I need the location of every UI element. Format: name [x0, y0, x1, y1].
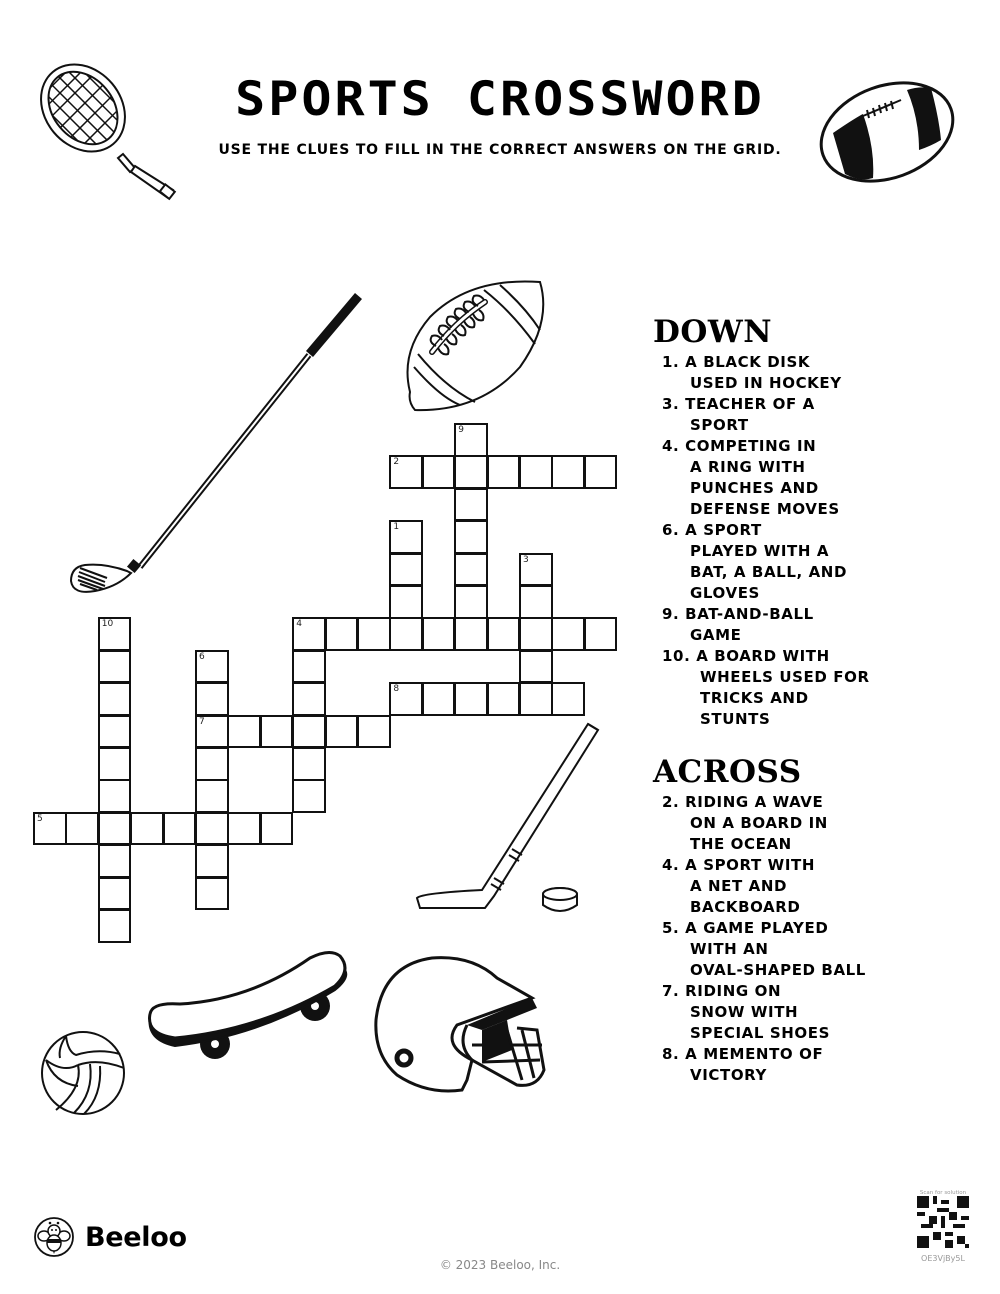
- clue-line: PLAYED WITH A: [690, 542, 830, 560]
- across-clue-list: [653, 792, 993, 1086]
- clue-number: 2: [393, 457, 400, 468]
- clue-line: GAME: [690, 626, 742, 644]
- crossword-cell[interactable]: [487, 617, 521, 651]
- crossword-cell[interactable]: [551, 455, 585, 489]
- qr-code-text: OE3VjBy5L: [921, 1254, 965, 1263]
- crossword-cell[interactable]: [389, 617, 423, 651]
- crossword-cell[interactable]: [519, 650, 553, 684]
- clue-line: 8. A MEMENTO OF: [662, 1045, 824, 1063]
- crossword-cell[interactable]: [519, 553, 553, 587]
- clue-number: 8: [393, 684, 400, 695]
- down-clue-list: [653, 352, 993, 730]
- crossword-cell[interactable]: [454, 553, 488, 587]
- crossword-cell[interactable]: [195, 877, 229, 911]
- crossword-cell[interactable]: [130, 812, 164, 846]
- crossword-cell[interactable]: [163, 812, 197, 846]
- instructions: USE THE CLUES TO FILL IN THE CORRECT ANSWERS ON THE GRID.: [218, 142, 782, 158]
- crossword-cell[interactable]: [260, 715, 294, 749]
- clues-panel: [653, 312, 993, 1086]
- crossword-cell[interactable]: [325, 617, 359, 651]
- crossword-cell[interactable]: [65, 812, 99, 846]
- brand-name: Beeloo: [85, 1221, 187, 1253]
- bee-mascot-icon: [33, 1216, 75, 1258]
- crossword-cell[interactable]: [98, 650, 132, 684]
- down-heading: DOWN: [653, 314, 773, 350]
- crossword-cell[interactable]: [292, 617, 326, 651]
- crossword-cell[interactable]: [195, 844, 229, 878]
- clue-number: 7: [199, 716, 205, 727]
- crossword-cell[interactable]: [519, 617, 553, 651]
- clue-item: [653, 646, 993, 730]
- clue-number: 1: [393, 522, 400, 533]
- clue-line: SNOW WITH: [690, 1003, 799, 1021]
- crossword-cell[interactable]: [454, 488, 488, 522]
- crossword-cell[interactable]: [98, 682, 132, 716]
- clue-line: SPORT: [690, 416, 749, 434]
- clue-line: 2. RIDING A WAVE: [662, 793, 824, 811]
- crossword-cell[interactable]: [487, 455, 521, 489]
- clue-line: STUNTS: [700, 710, 771, 728]
- crossword-cell[interactable]: [389, 520, 423, 554]
- clue-item: [653, 981, 993, 1044]
- crossword-cell[interactable]: [389, 553, 423, 587]
- crossword-cell[interactable]: [519, 585, 553, 619]
- hockey-puck-icon: [540, 885, 580, 917]
- crossword-cell[interactable]: [454, 585, 488, 619]
- clue-line: VICTORY: [690, 1066, 767, 1084]
- clue-line: USED IN HOCKEY: [690, 374, 842, 392]
- crossword-cell[interactable]: [454, 617, 488, 651]
- crossword-cell[interactable]: [98, 617, 132, 651]
- clue-line: 7. RIDING ON: [662, 982, 782, 1000]
- volleyball-icon: [38, 1028, 128, 1118]
- crossword-cell[interactable]: [195, 650, 229, 684]
- clue-number: 4: [296, 619, 302, 630]
- crossword-cell[interactable]: [519, 455, 553, 489]
- crossword-cell[interactable]: [98, 909, 132, 943]
- crossword-cell[interactable]: [422, 455, 456, 489]
- crossword-cell[interactable]: [98, 877, 132, 911]
- clue-line: THE OCEAN: [690, 835, 792, 853]
- clue-line: 9. BAT-AND-BALL: [662, 605, 814, 623]
- crossword-cell[interactable]: [98, 812, 132, 846]
- clue-line: ON A BOARD IN: [690, 814, 828, 832]
- crossword-cell[interactable]: [292, 715, 326, 749]
- football-icon: [815, 78, 960, 188]
- crossword-cell[interactable]: [98, 715, 132, 749]
- crossword-cell[interactable]: [292, 650, 326, 684]
- crossword-cell[interactable]: [33, 812, 67, 846]
- clue-number: 9: [458, 425, 464, 435]
- crossword-cell[interactable]: [195, 812, 229, 846]
- tennis-racket-icon: [35, 58, 180, 203]
- clue-item: [653, 855, 993, 918]
- clue-line: A NET AND: [690, 877, 788, 895]
- crossword-cell[interactable]: [227, 715, 261, 749]
- clue-item: [653, 436, 993, 520]
- crossword-cell[interactable]: [551, 617, 585, 651]
- crossword-cell[interactable]: [227, 812, 261, 846]
- across-heading: ACROSS: [653, 754, 802, 790]
- clue-line: 1. A BLACK DISK: [662, 353, 811, 371]
- crossword-cell[interactable]: [325, 715, 359, 749]
- crossword-cell[interactable]: [357, 715, 391, 749]
- clue-line: PUNCHES AND: [690, 479, 819, 497]
- crossword-cell[interactable]: [454, 520, 488, 554]
- skateboard-icon: [140, 940, 355, 1070]
- crossword-cell[interactable]: [98, 747, 132, 781]
- crossword-cell[interactable]: [584, 617, 618, 651]
- crossword-cell[interactable]: [357, 617, 391, 651]
- clue-number: 10: [101, 619, 114, 630]
- clue-item: [653, 792, 993, 855]
- clue-line: BAT, A BALL, AND: [690, 563, 848, 581]
- clue-line: DEFENSE MOVES: [690, 500, 840, 518]
- crossword-cell[interactable]: [292, 747, 326, 781]
- crossword-cell[interactable]: [292, 682, 326, 716]
- clue-line: 4. A SPORT WITH: [662, 856, 815, 874]
- clue-item: [653, 604, 993, 646]
- crossword-cell[interactable]: [584, 455, 618, 489]
- qr-caption: Scan for solution: [919, 1190, 967, 1196]
- beeloo-logo: [33, 1216, 187, 1258]
- golf-club-icon: [65, 285, 365, 595]
- clue-line: TRICKS AND: [700, 689, 809, 707]
- page-title: SPORTS CROSSWORD: [235, 71, 765, 127]
- crossword-cell[interactable]: [487, 682, 521, 716]
- crossword-cell[interactable]: [422, 617, 456, 651]
- crossword-cell[interactable]: [260, 812, 294, 846]
- crossword-cell[interactable]: [519, 682, 553, 716]
- crossword-cell[interactable]: [195, 779, 229, 813]
- crossword-cell[interactable]: [195, 715, 229, 749]
- football-helmet-icon: [372, 950, 552, 1100]
- clue-line: SPECIAL SHOES: [690, 1024, 830, 1042]
- crossword-cell[interactable]: [195, 682, 229, 716]
- clue-line: 3. TEACHER OF A: [662, 395, 815, 413]
- clue-number: 3: [523, 554, 529, 565]
- clue-line: GLOVES: [690, 584, 760, 602]
- crossword-cell[interactable]: [292, 779, 326, 813]
- clue-line: 4. COMPETING IN: [662, 437, 817, 455]
- crossword-cell[interactable]: [389, 682, 423, 716]
- crossword-cell[interactable]: [454, 423, 488, 457]
- clue-line: 6. A SPORT: [662, 521, 762, 539]
- football-outline-icon: [400, 272, 550, 417]
- clue-item: [653, 520, 993, 604]
- clue-item: [653, 352, 993, 394]
- clue-line: WHEELS USED FOR: [700, 668, 870, 686]
- solution-qr[interactable]: [912, 1190, 974, 1263]
- clue-item: [653, 1044, 993, 1086]
- clue-number: 6: [199, 651, 205, 662]
- crossword-cell[interactable]: [422, 682, 456, 716]
- clue-line: 10. A BOARD WITH: [662, 647, 830, 665]
- crossword-cell[interactable]: [389, 585, 423, 619]
- clue-line: WITH AN: [690, 940, 769, 958]
- copyright: © 2023 Beeloo, Inc.: [439, 1258, 561, 1272]
- clue-line: BACKBOARD: [690, 898, 801, 916]
- crossword-cell[interactable]: [389, 455, 423, 489]
- clue-line: 5. A GAME PLAYED: [662, 919, 829, 937]
- clue-line: A RING WITH: [690, 458, 806, 476]
- crossword-cell[interactable]: [195, 747, 229, 781]
- clue-number: 5: [37, 813, 43, 824]
- crossword-cell[interactable]: [454, 682, 488, 716]
- clue-item: [653, 394, 993, 436]
- clue-item: [653, 918, 993, 981]
- crossword-cell[interactable]: [98, 779, 132, 813]
- clue-line: OVAL-SHAPED BALL: [690, 961, 866, 979]
- crossword-cell[interactable]: [98, 844, 132, 878]
- crossword-cell[interactable]: [454, 455, 488, 489]
- qr-code-icon: [917, 1196, 969, 1248]
- crossword-cell[interactable]: [551, 682, 585, 716]
